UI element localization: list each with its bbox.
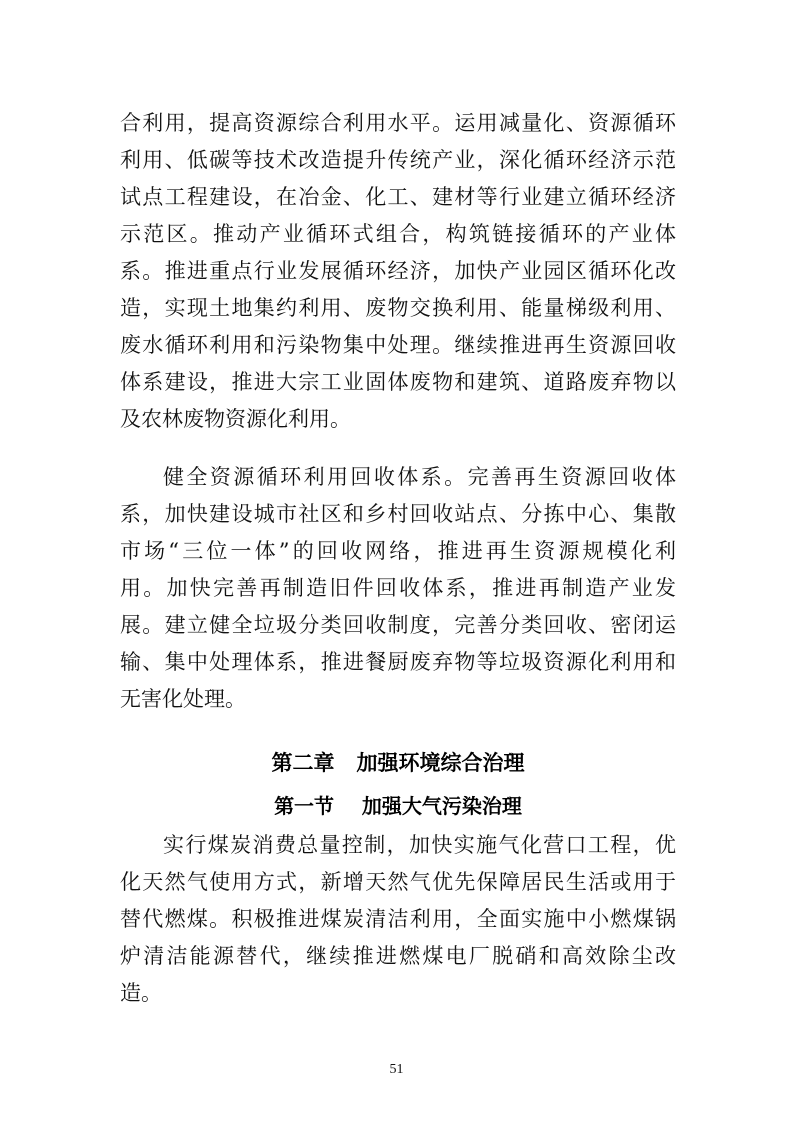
- paragraph3-line: 替代燃煤。积极推进煤炭清洁利用，全面实施中小燃煤锅: [120, 907, 676, 931]
- chapter-heading: 第二章 加强环境综合治理: [271, 751, 525, 775]
- paragraph1-line: 合利用，提高资源综合利用水平。运用减量化、资源循环: [120, 111, 676, 135]
- paragraph3-line: 化天然气使用方式，新增天然气优先保障居民生活或用于: [120, 870, 676, 894]
- paragraph1-line: 利用、低碳等技术改造提升传统产业，深化循环经济示范: [120, 148, 676, 172]
- paragraph1-line: 试点工程建设，在冶金、化工、建材等行业建立循环经济: [120, 185, 676, 209]
- paragraph2-line: 无害化处理。: [120, 687, 246, 711]
- paragraph1-line: 系。推进重点行业发展循环经济，加快产业园区循环化改: [120, 259, 676, 283]
- paragraph2-line: 系，加快建设城市社区和乡村回收站点、分拣中心、集散: [120, 502, 676, 526]
- paragraph2-line: 市场“三位一体”的回收网络，推进再生资源规模化利: [120, 539, 676, 563]
- paragraph1-line: 及农林废物资源化利用。: [120, 407, 351, 431]
- paragraph1-line: 造，实现土地集约利用、废物交换利用、能量梯级利用、: [120, 296, 676, 320]
- paragraph3-line: 实行煤炭消费总量控制，加快实施气化营口工程，优: [163, 833, 676, 857]
- paragraph3-line: 炉清洁能源替代，继续推进燃煤电厂脱硝和高效除尘改: [120, 944, 676, 968]
- paragraph1-line: 体系建设，推进大宗工业固体废物和建筑、道路废弃物以: [120, 370, 676, 394]
- section-heading: 第一节 加强大气污染治理: [274, 794, 522, 818]
- paragraph2-line: 健全资源循环利用回收体系。完善再生资源回收体: [163, 465, 676, 489]
- paragraph1-line: 废水循环利用和污染物集中处理。继续推进再生资源回收: [120, 333, 676, 357]
- paragraph3-line: 造。: [120, 981, 162, 1005]
- page-number: 51: [389, 1062, 404, 1077]
- paragraph1-line: 示范区。推动产业循环式组合，构筑链接循环的产业体: [120, 222, 676, 246]
- paragraph2-line: 展。建立健全垃圾分类回收制度，完善分类回收、密闭运: [120, 613, 676, 637]
- paragraph2-line: 输、集中处理体系，推进餐厨废弃物等垃圾资源化利用和: [120, 650, 676, 674]
- paragraph2-line: 用。加快完善再制造旧件回收体系，推进再制造产业发: [120, 576, 676, 600]
